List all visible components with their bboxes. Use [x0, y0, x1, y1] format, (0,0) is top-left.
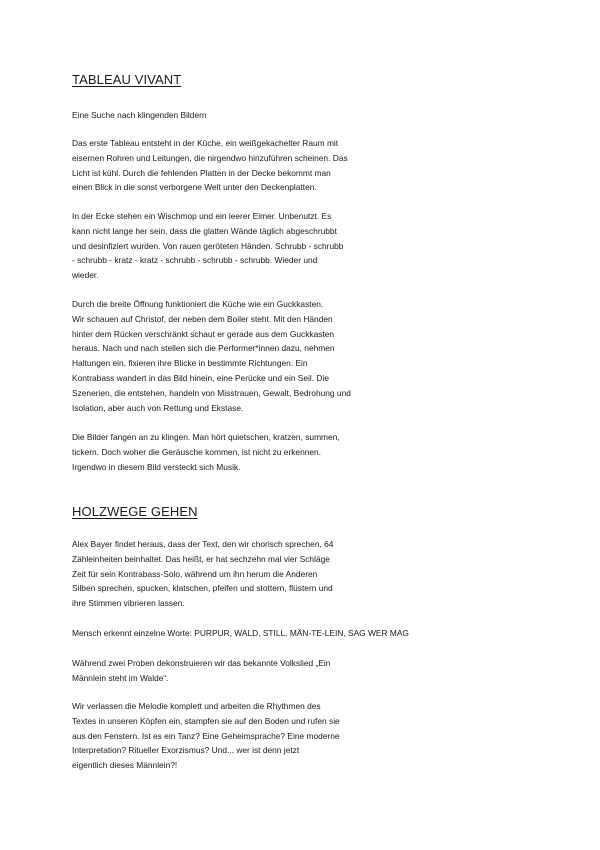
- text-line: Textes in unseren Köpfen ein, stampfen sie auf den Boden und rufen sie: [72, 715, 340, 726]
- text-line: Alex Bayer findet heraus, dass der Text, den wir chorisch sprechen, 64: [72, 539, 334, 549]
- text-line: Das erste Tableau entsteht in der Küche, ein weißgekachelter Raum mit: [72, 138, 339, 148]
- text-line: Mensch erkennt einzelne Worte: PURPUR, WALD, STILL, MÄN-TE-LEIN, SAG WER MAG: [72, 628, 409, 638]
- paragraph: [72, 430, 422, 474]
- paragraph: [72, 297, 422, 415]
- text-line: Während zwei Proben dekonstruieren wir das bekannte Volkslied „Ein: [72, 658, 331, 668]
- text-line: kann nicht lange her sein, dass die glatten Wände täglich abgeschrubbt: [72, 225, 337, 236]
- section-heading-holzwege-gehen: HOLZWEGE GEHEN: [72, 504, 198, 519]
- text-line: aus den Fenstern. Ist es ein Tanz? Eine Geheimsprache? Eine moderne: [72, 730, 340, 741]
- paragraph: [72, 136, 422, 195]
- text-line: Isolation, aber auch von Rettung und Ekstase.: [72, 402, 244, 413]
- text-line: - schrubb - kratz - kratz - schrubb - schrubb - schrubb. Wieder und: [72, 255, 318, 266]
- text-line: tickern. Doch woher die Geräusche kommen, ist nicht zu erkennen.: [72, 446, 322, 457]
- paragraph: [72, 626, 422, 641]
- text-line: heraus. Nach und nach stellen sich die Performer*innen dazu, nehmen: [72, 343, 335, 354]
- text-line: Wir schauen auf Christof, der neben dem Boiler steht. Mit den Händen: [72, 313, 333, 324]
- text-line: Kontrabass wandert in das Bild hinein, eine Perücke und ein Seil. Die: [72, 372, 329, 383]
- text-line: und desinfiziert wurden. Von rauen geröteten Händen. Schrubb - schrubb: [72, 240, 344, 251]
- text-line: einen Blick in die sonst verborgene Welt unter den Deckenplatten.: [72, 182, 317, 193]
- text-line: Szenerien, die entstehen, handeln von Misstrauen, Gewalt, Bedrohung und: [72, 387, 351, 398]
- paragraph: [72, 699, 422, 773]
- text-line: Männlein steht im Walde“.: [72, 672, 169, 683]
- text-line: Interpretation? Ritueller Exorzismus? Und... wer ist denn jetzt: [72, 745, 300, 756]
- text-line: Silben sprechen, spucken, klatschen, pfeifen und stottern, flüstern und: [72, 583, 333, 594]
- text-line: Zähleinheiten beinhaltet. Das heißt, er hat sechzehn mal vier Schläge: [72, 553, 330, 564]
- section-subtitle: Eine Suche nach klingenden Bildern: [72, 110, 207, 120]
- paragraph: [72, 656, 422, 686]
- text-line: eisernen Rohren und Leitungen, die nirgendwo hinzuführen scheinen. Das: [72, 152, 348, 163]
- text-line: Durch die breite Öffnung funktioniert die Küche wie ein Guckkasten.: [72, 299, 324, 309]
- text-line: Die Bilder fangen an zu klingen. Man hört quietschen, kratzen, summen,: [72, 432, 340, 442]
- text-line: Haltungen ein, fixieren ihre Blicke in bestimmte Richtungen. Ein: [72, 358, 308, 369]
- text-line: hinter dem Rücken verschränkt schaut er gerade aus dem Guckkasten: [72, 328, 335, 339]
- text-line: In der Ecke stehen ein Wischmop und ein leerer Eimer. Unbenutzt. Es: [72, 211, 332, 221]
- text-line: eigentlich dieses Männlein?!: [72, 760, 178, 771]
- section-heading-tableau-vivant: TABLEAU VIVANT: [72, 72, 182, 87]
- text-line: wieder.: [72, 270, 99, 281]
- text-line: Wir verlassen die Melodie komplett und arbeiten die Rhythmen des: [72, 701, 321, 711]
- text-line: ihre Stimmen vibrieren lassen.: [72, 598, 185, 609]
- text-line: Licht ist kühl. Durch die fehlenden Platten in der Decke bekommt man: [72, 167, 331, 178]
- paragraph: [72, 537, 422, 611]
- paragraph: [72, 209, 422, 283]
- text-line: Zeit für sein Kontrabass-Solo, während um ihn herum die Anderen: [72, 568, 318, 579]
- text-line: Irgendwo in diesem Bild versteckt sich Musik.: [72, 461, 241, 472]
